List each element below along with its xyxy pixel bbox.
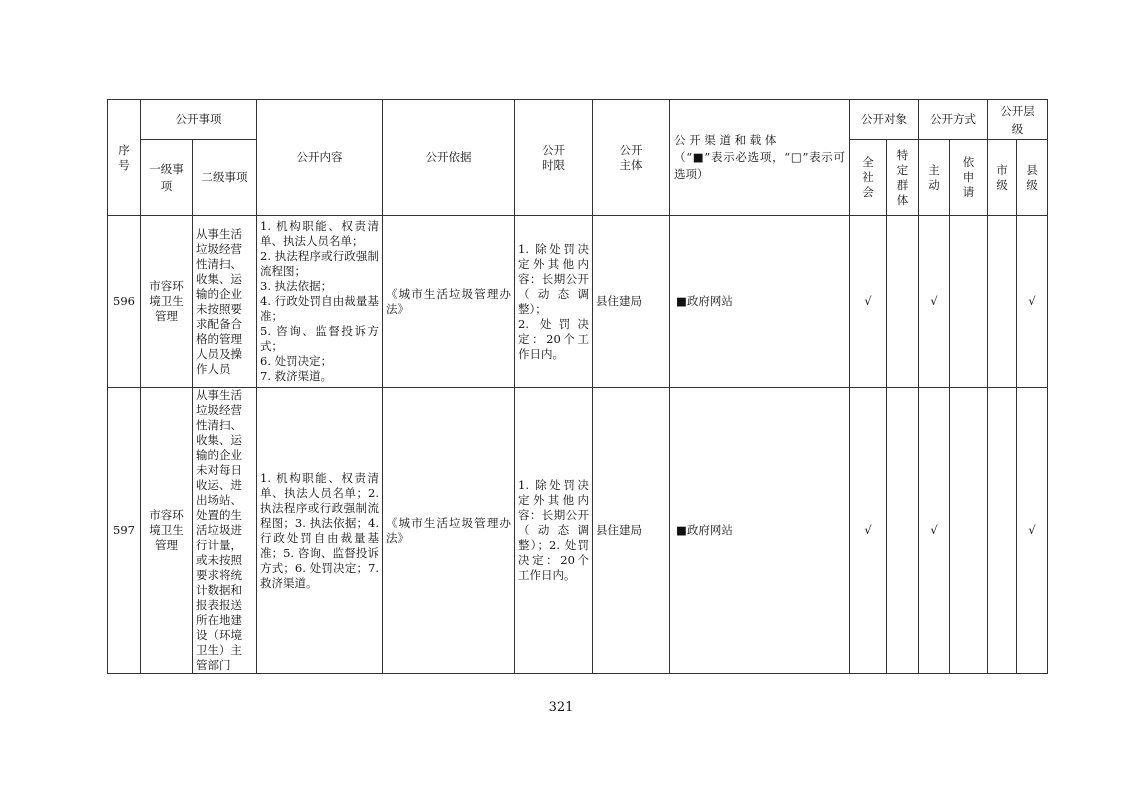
row-city-check xyxy=(988,388,1017,674)
row-all-check: √ xyxy=(850,388,887,674)
table-row xyxy=(108,388,1048,674)
row-seq: 597 xyxy=(108,388,141,674)
row-specific-check xyxy=(887,388,919,674)
row-level1: 市容环 境卫生 管理 xyxy=(141,388,193,674)
row-channel: ■政府网站 xyxy=(670,216,850,388)
header-audience: 公开对象 xyxy=(850,100,919,140)
row-subject: 县住建局 xyxy=(593,216,670,388)
header-audience-all: 全 社 会 xyxy=(850,140,887,216)
header-disclosure-item: 公开事项 xyxy=(141,100,257,140)
row-request-check xyxy=(950,388,988,674)
row-specific-check xyxy=(887,216,919,388)
row-content: 1. 机构职能、权责清单、执法人员名单； 2. 执法程序或行政强制流程图； 3. 执法依据； 4. 行政处罚自由裁量基准； 5. 咨询、监督投诉方式； 6. 处罚决定； 7. 救济渠道。 xyxy=(257,216,383,388)
row-content: 1. 机构职能、权责清单、执法人员名单；2. 执法程序或行政强制流程图；3. 执法依据；4. 行政处罚自由裁量基准；5. 咨询、监督投诉方式；6. 处罚决定；7. 救济渠道。 xyxy=(257,388,383,674)
row-channel: ■政府网站 xyxy=(670,388,850,674)
header-row-1 xyxy=(108,100,1048,140)
row-level1: 市容环 境卫生 管理 xyxy=(141,216,193,388)
row-city-check xyxy=(988,216,1017,388)
row-subject: 县住建局 xyxy=(593,388,670,674)
header-seq: 序 号 xyxy=(108,100,141,216)
row-level2: 从事生活垃圾经营性清扫、收集、运输的企业未对每日收运、进出场站、处置的生活垃圾进行计量，或未按照要求将统计数据和报表报送所在地建设（环境卫生）主管部门 xyxy=(193,388,257,674)
row-request-check xyxy=(950,216,988,388)
row-seq: 596 xyxy=(108,216,141,388)
header-time-limit: 公开 时限 xyxy=(515,100,593,216)
header-level: 公开层 级 xyxy=(988,100,1048,140)
row-time-limit: 1. 除处罚决定外其他内容：长期公开（动态调整）；2. 处罚决定：20个工作日内。 xyxy=(515,388,593,674)
disclosure-table xyxy=(107,99,1048,674)
header-channel: 公 开 渠 道 和 载 体 （“■”表示必选项，“□”表示可选项） xyxy=(670,100,850,216)
page-number: 321 xyxy=(548,700,574,715)
header-level-city: 市 级 xyxy=(988,140,1017,216)
header-basis: 公开依据 xyxy=(383,100,515,216)
header-content: 公开内容 xyxy=(257,100,383,216)
row-county-check: √ xyxy=(1017,216,1048,388)
header-level2: 二级事项 xyxy=(193,140,257,216)
header-method: 公开方式 xyxy=(919,100,988,140)
header-level1: 一级事 项 xyxy=(141,140,193,216)
row-basis: 《城市生活垃圾管理办法》 xyxy=(383,216,515,388)
row-basis: 《城市生活垃圾管理办法》 xyxy=(383,388,515,674)
row-active-check: √ xyxy=(919,388,950,674)
table-row xyxy=(108,216,1048,388)
row-level2: 从事生活垃圾经营性清扫、收集、运输的企业未按照要求配备合格的管理人员及操作人员 xyxy=(193,216,257,388)
row-active-check: √ xyxy=(919,216,950,388)
header-method-active: 主 动 xyxy=(919,140,950,216)
header-level-county: 县 级 xyxy=(1017,140,1048,216)
row-county-check: √ xyxy=(1017,388,1048,674)
header-audience-specific: 特 定 群 体 xyxy=(887,140,919,216)
row-all-check: √ xyxy=(850,216,887,388)
row-time-limit: 1. 除处罚决定外其他内容：长期公开（动态调整）； 2. 处罚决定：20个工作日内。 xyxy=(515,216,593,388)
header-subject: 公开 主体 xyxy=(593,100,670,216)
header-method-request: 依 申 请 xyxy=(950,140,988,216)
